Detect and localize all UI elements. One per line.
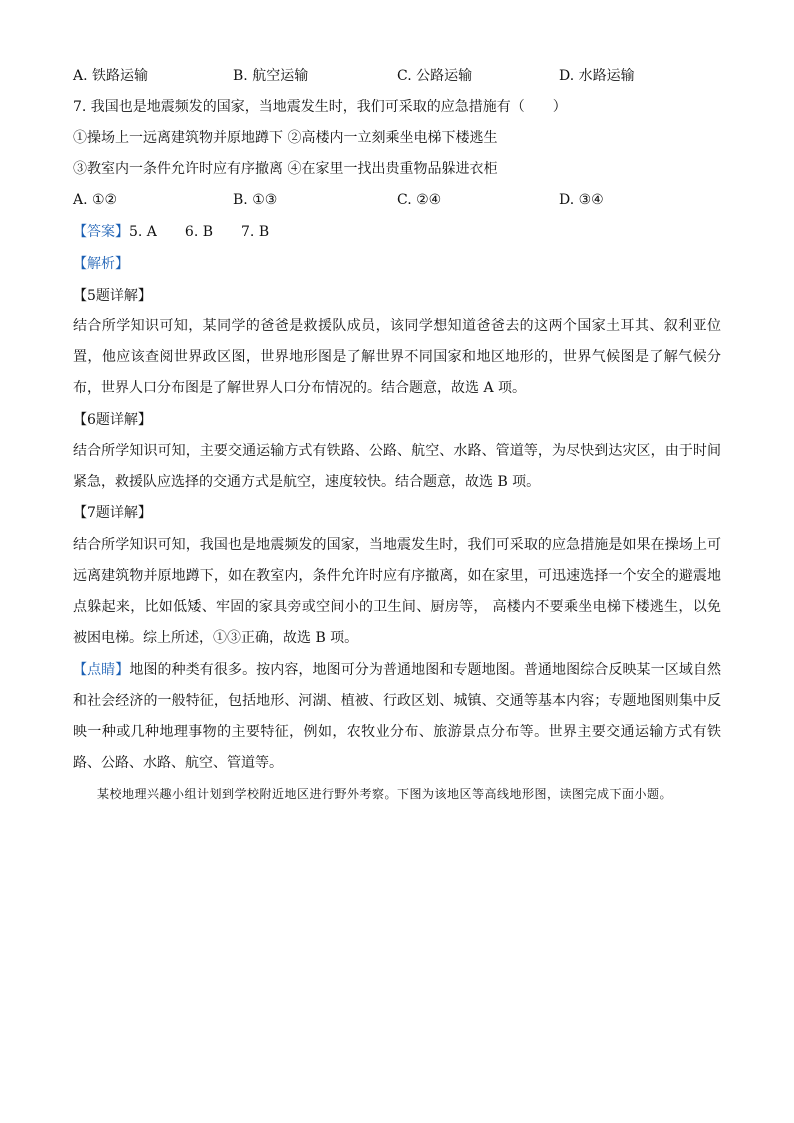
q7-items-line2: ③教室内一条件允许时应有序撤离 ④在家里一找出贵重物品躲进衣柜 — [73, 161, 498, 177]
tips-text: 地图的种类有很多。按内容，地图可分为普通地图和专题地图。普通地图综合反映某一区域自然和社会经济的一般特征，包括地形、河湖、植被、行政区划、城镇、交通等基本内容；专题地图则集中反映一种或几种地理事物的主要特征，例如，农牧业分布、旅游景点分布等。世界主要交通运输方式有铁路、公路、水路、航空、管道等。 — [73, 662, 722, 771]
next-question-intro-text: 某校地理兴趣小组计划到学校附近地区进行野外考察。下图为该地区等高线地形图，读图完成下面小题。 — [97, 787, 673, 801]
q6-detail-tag: 【6题详解】 — [73, 412, 152, 428]
q7-stem: 7. 我国也是地震频发的国家，当地震发生时，我们可采取的应急措施有（ ） — [73, 99, 567, 115]
q6-option-b: B. 航空运输 — [233, 68, 309, 84]
q7-detail-text — [73, 530, 721, 654]
q7-detail-paragraph: 结合所学知识可知，我国也是地震频发的国家，当地震发生时，我们可采取的应急措施是如果在操场上可远离建筑物并原地蹲下，如在教室内，条件允许时应有序撤离，如在家里，可迅速选择一个安全的避震地点躲起来，比如低矮、牢固的家具旁或空间小的卫生间、厨房等， 高楼内不要乘坐电梯下楼逃生，以免被困电梯。综上所述，①③正确，故选 B 项。 — [73, 537, 721, 646]
answer-text: 5. A 6. B 7. B — [129, 224, 270, 240]
tips-block — [73, 655, 721, 779]
analysis-tag: 【解析】 — [73, 256, 129, 272]
answer-tag: 【答案】 — [73, 224, 129, 240]
q6-option-c: C. 公路运输 — [397, 68, 473, 84]
q7-option-c: C. ②④ — [397, 192, 442, 208]
q5-detail-text — [73, 311, 721, 404]
q6-option-d: D. 水路运输 — [559, 68, 635, 84]
q6-detail-text — [73, 436, 721, 498]
tips-tag: 【点睛】 — [73, 662, 130, 678]
q6-option-a: A. 铁路运输 — [73, 68, 149, 84]
q7-option-b: B. ①③ — [233, 192, 278, 208]
q5-detail-tag: 【5题详解】 — [73, 288, 152, 304]
q7-option-d: D. ③④ — [559, 192, 604, 208]
q7-items-line1: ①操场上一远离建筑物并原地蹲下 ②高楼内一立刻乘坐电梯下楼逃生 — [73, 130, 498, 146]
q7-detail-tag: 【7题详解】 — [73, 505, 152, 521]
next-question-intro — [73, 780, 723, 808]
q6-detail-paragraph: 结合所学知识可知，主要交通运输方式有铁路、公路、航空、水路、管道等，为尽快到达灾区，由于时间紧急，救援队应选择的交通方式是航空，速度较快。结合题意，故选 B 项。 — [73, 443, 721, 490]
tips-paragraph — [73, 655, 721, 779]
q7-option-a: A. ①② — [73, 192, 118, 208]
q5-detail-paragraph: 结合所学知识可知，某同学的爸爸是救援队成员，该同学想知道爸爸去的这两个国家土耳其、叙利亚位置，他应该查阅世界政区图，世界地形图是了解世界不同国家和地区地形的，世界气候图是了解气候分布，世界人口分布图是了解世界人口分布情况的。结合题意，故选 A 项。 — [73, 318, 721, 396]
answer-line — [73, 222, 269, 242]
